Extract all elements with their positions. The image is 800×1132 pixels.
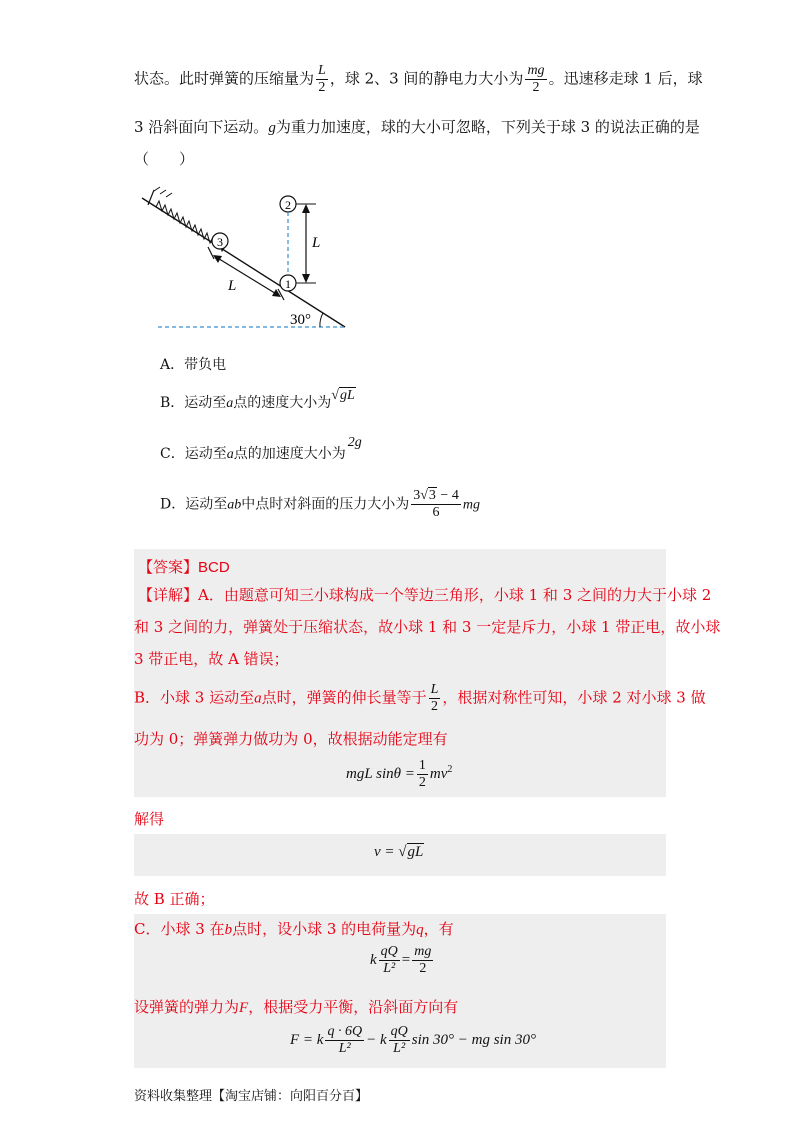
incline-figure xyxy=(140,185,355,335)
label-L-vertical: L xyxy=(312,235,321,251)
question-line-3: （ ） xyxy=(134,150,195,168)
solve-label: 解得 xyxy=(134,810,165,828)
option-c: C．运动至a点的加速度大小为2g xyxy=(160,435,362,462)
equation-velocity: v = √gL xyxy=(374,844,424,860)
detail-a-line-3: 3 带正电，故 A 错误； xyxy=(134,650,289,668)
footer-source: 资料收集整理【淘宝店铺：向阳百分百】 xyxy=(134,1089,369,1104)
detail-b-line-2: 功为 0；弹簧弹力做功为 0，故根据动能定理有 xyxy=(134,730,448,748)
question-line-1: 状态。此时弹簧的压缩量为 $\frac{L}{2}$ ，球 2、3 间的静电力大小为 $\frac{mg}{2}$ 。迅速移走球 1 后，球 xyxy=(134,63,703,95)
option-a: A．带负电 xyxy=(160,357,227,373)
question-line-2: 3 沿斜面向下运动。g为重力加速度，球的大小可忽略，下列关于球 3 的说法正确的是 xyxy=(134,118,700,136)
detail-a-line-1: 【详解】A．由题意可知三小球构成一个等边三角形，小球 1 和 3 之间的力大于小球 2 xyxy=(138,586,712,604)
fraction-L-over-2: $\frac{L}{2}$ xyxy=(318,63,326,95)
detail-c-line-2: 设弹簧的弹力为F，根据受力平衡，沿斜面方向有 xyxy=(134,998,459,1016)
detail-a-line-2: 和 3 之间的力，弹簧处于压缩状态，故小球 1 和 3 一定是斥力，小球 1 带正电，故小球 xyxy=(134,618,721,636)
label-L-slope: L xyxy=(228,278,237,294)
fraction-mg-over-2: $\frac{mg}{2}$ xyxy=(527,63,545,95)
equation-coulomb: k $\frac{qQ}{\text{L²}}$ = $\frac{mg}{2}$ xyxy=(370,944,432,976)
option-b: B．运动至a点的速度大小为√gL xyxy=(160,388,355,411)
equation-balance: F = k $\frac{q \cdot 6Q}{\text{L²}}$ − k $\frac{qQ}{\text{L²}}$ sin 30° − mg sin 30° xyxy=(290,1024,536,1056)
detail-b-line-1: B．小球 3 运动至a点时，弹簧的伸长量等于 $\frac{L}{2}$ ，根据对称性可知，小球 2 对小球 3 做 xyxy=(134,682,706,714)
ball-2-label: 2 xyxy=(285,198,291,212)
angle-label: 30° xyxy=(290,312,311,328)
ball-1-label: 1 xyxy=(285,277,291,291)
option-d: D．运动至ab中点时对斜面的压力大小为 $\frac{3√3 - 4}{6}$ mg xyxy=(160,488,480,520)
detail-c-line-1: C．小球 3 在b点时，设小球 3 的电荷量为q，有 xyxy=(134,920,454,938)
equation-energy: mgL sinθ = $\frac{1}{2}$ $mv^2$ xyxy=(346,758,453,790)
b-correct: 故 B 正确； xyxy=(134,890,215,908)
ball-3-label: 3 xyxy=(217,235,223,249)
answer-line: 【答案】BCD xyxy=(138,558,230,576)
